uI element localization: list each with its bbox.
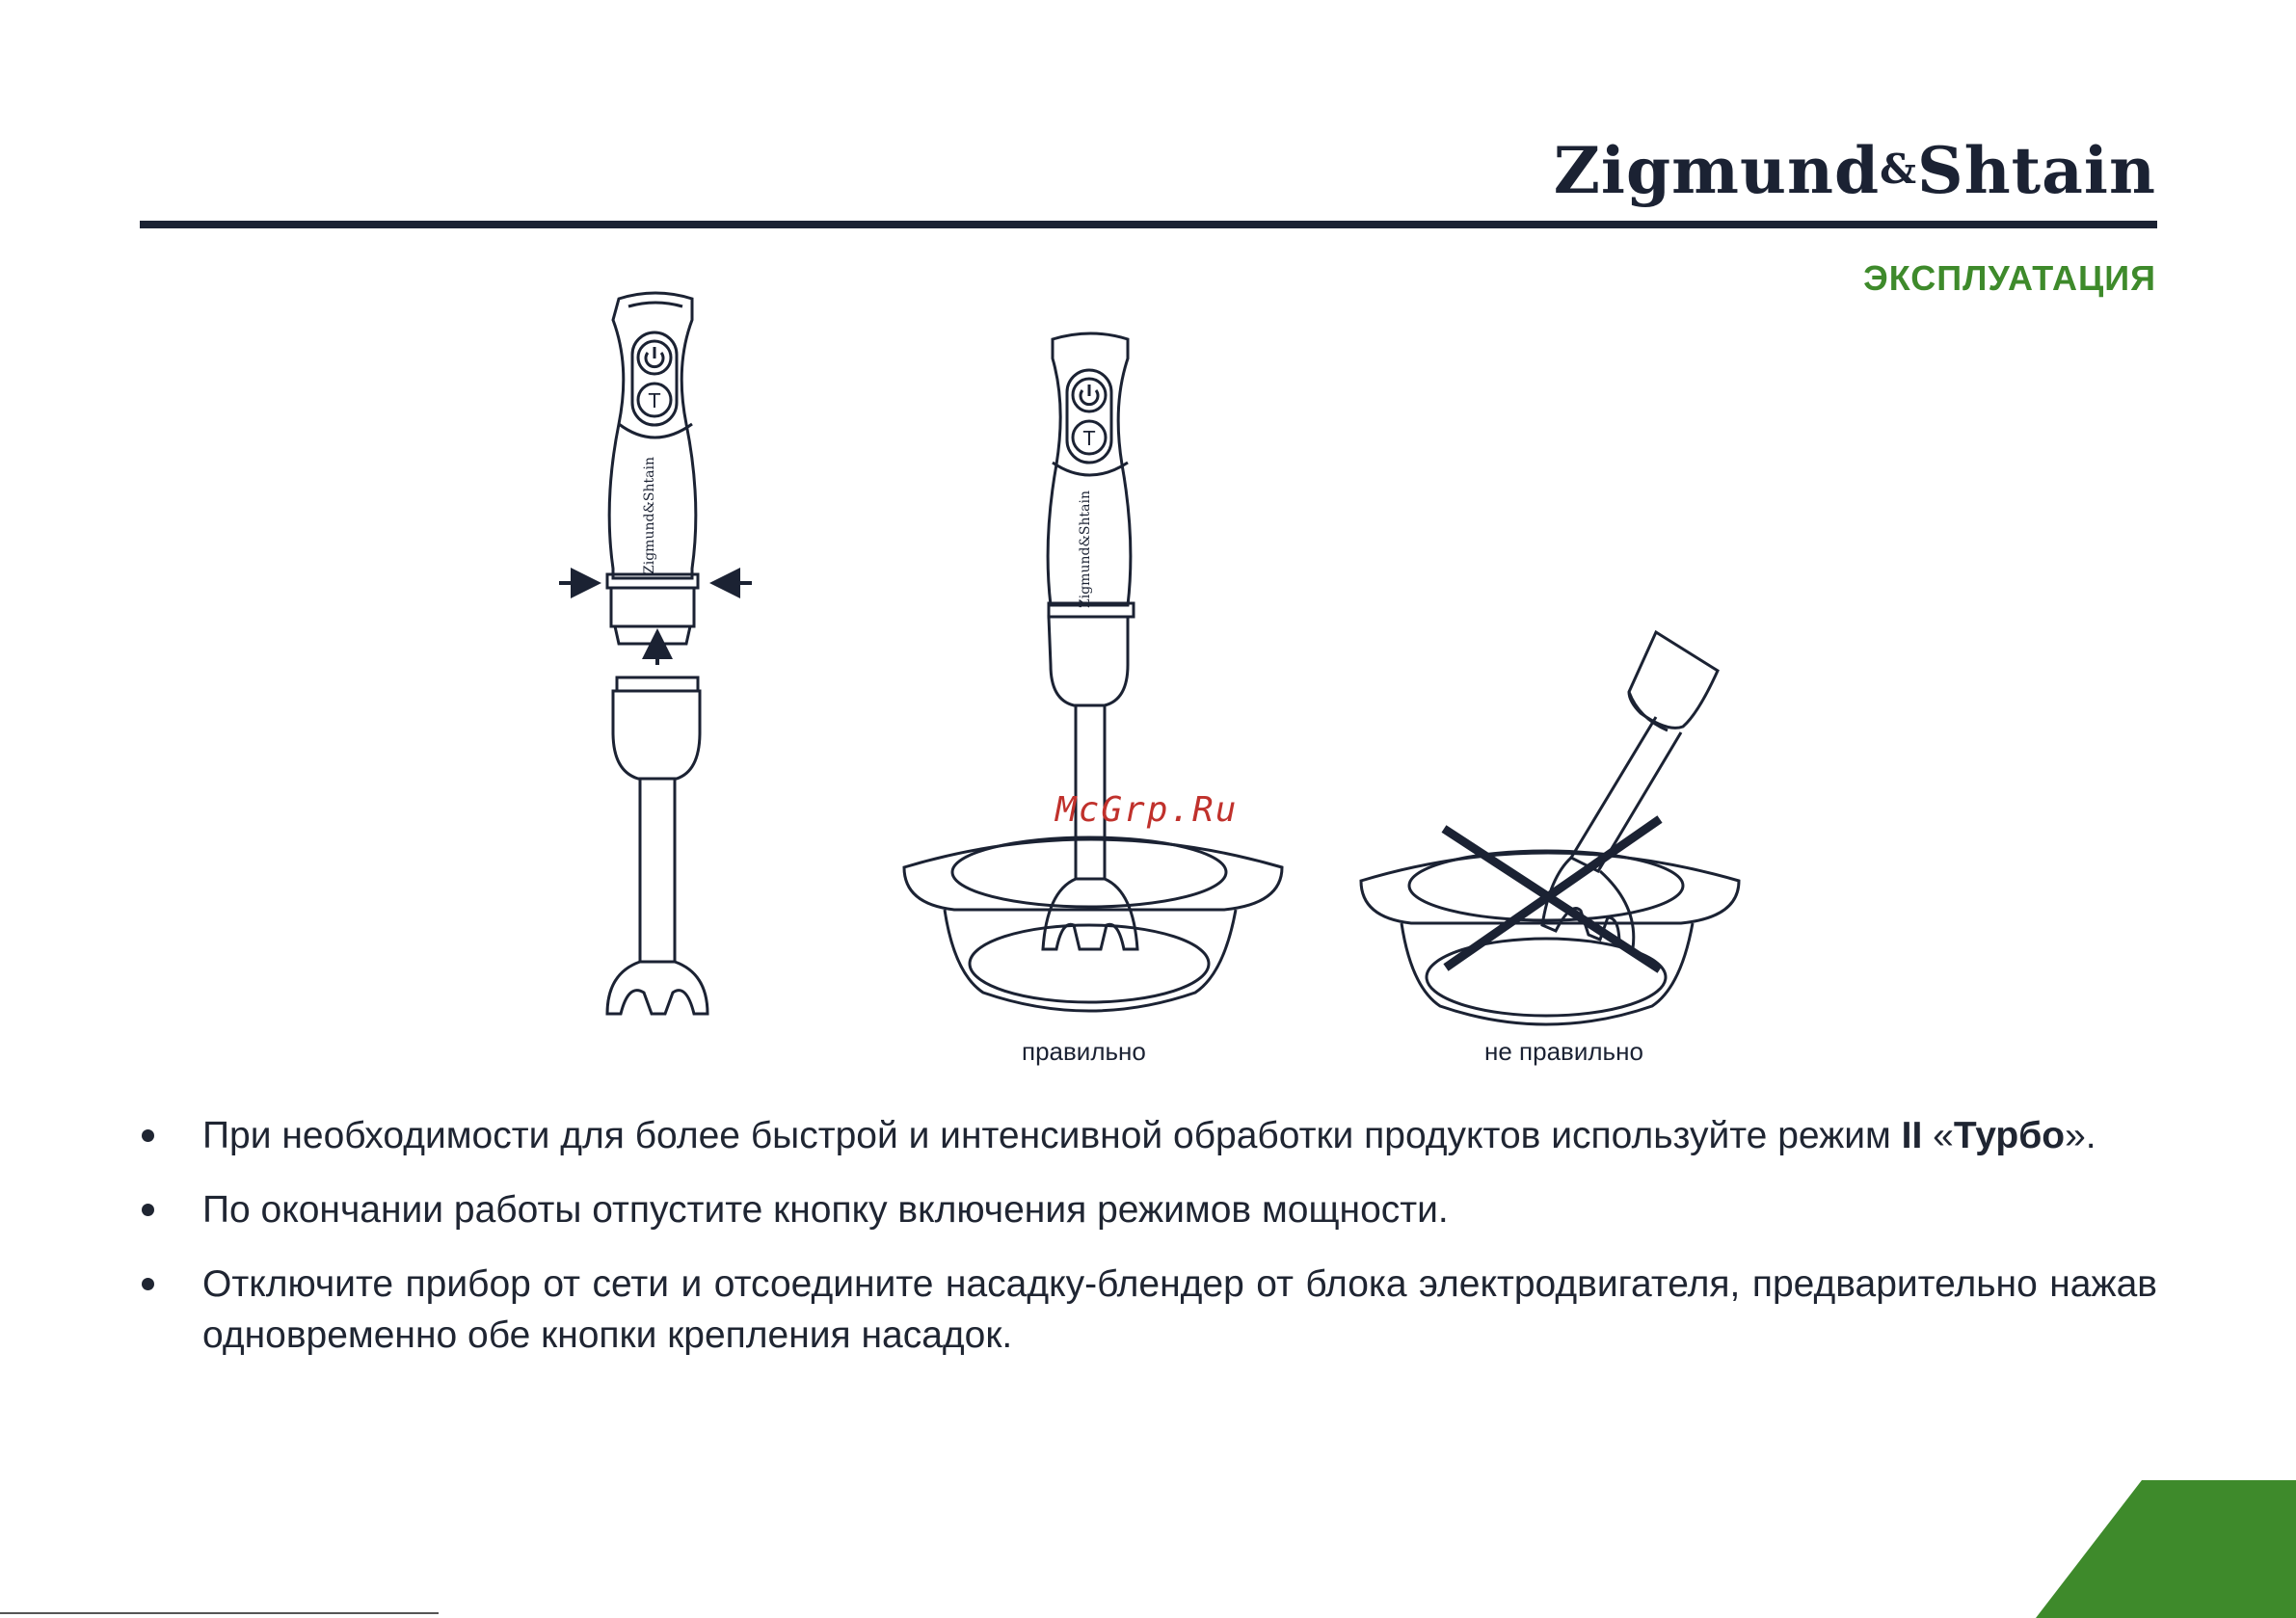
turbo-icon: T — [648, 389, 661, 412]
bowl-incorrect — [1361, 851, 1739, 1024]
blender-incorrect — [1542, 632, 1718, 948]
turbo-icon: T — [1082, 427, 1096, 450]
watermark: McGrp.Ru — [1055, 790, 1239, 830]
list-item: Отключите прибор от сети и отсоедините насадку-блендер от блока электродвигателя, предварительно нажав одновременно обе кнопки крепления насадок. — [140, 1259, 2157, 1361]
bullet-icon — [142, 1278, 154, 1290]
instruction-list — [140, 1110, 2157, 1384]
power-icon — [1081, 385, 1098, 405]
device-brand-label: Zigmund&Shtain — [1078, 491, 1093, 608]
footer-line — [0, 1612, 439, 1614]
bowl-correct — [904, 837, 1282, 1011]
blender-correct — [1043, 333, 1137, 949]
bullet-icon — [142, 1129, 154, 1142]
list-item: При необходимости для более быстрой и интенсивной обработки продуктов используйте режим II «Турбо». — [140, 1110, 2157, 1161]
corner-decoration — [2036, 1480, 2296, 1618]
list-item: По окончании работы отпустите кнопку включения режимов мощности. — [140, 1184, 2157, 1235]
caption-incorrect: не правильно — [1484, 1037, 1643, 1066]
blender-shaft-detached — [607, 677, 707, 1014]
cross-mark-icon — [1444, 819, 1660, 969]
brand-logo: Zigmund&Shtain — [1553, 133, 2156, 208]
section-title: ЭКСПЛУАТАЦИЯ — [1863, 258, 2156, 298]
caption-correct: правильно — [1022, 1037, 1146, 1066]
bullet-icon — [142, 1204, 154, 1216]
device-brand-label: Zigmund&Shtain — [642, 457, 657, 574]
power-icon — [646, 347, 663, 367]
